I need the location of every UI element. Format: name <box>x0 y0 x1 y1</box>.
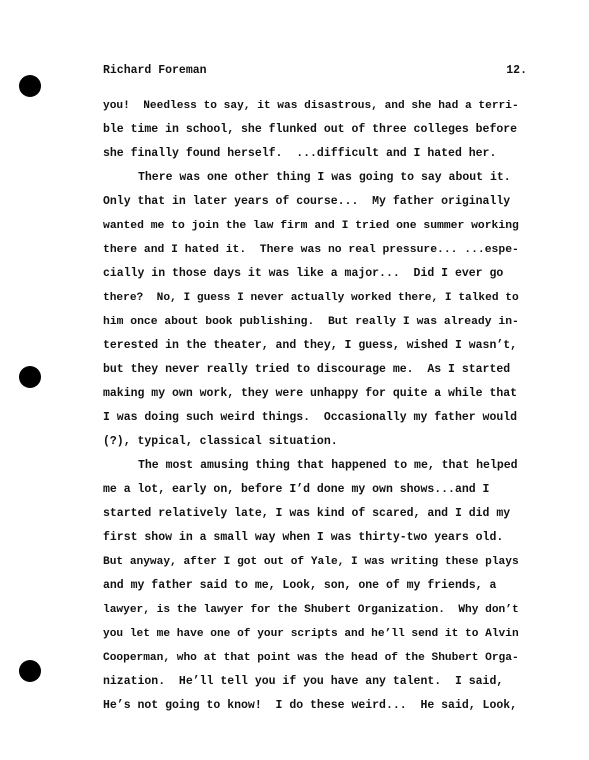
author-name: Richard Foreman <box>103 64 207 77</box>
text-line: lawyer, is the lawyer for the Shubert Organization. Why don’t <box>103 604 519 616</box>
text-line: (?), typical, classical situation. <box>103 435 338 448</box>
text-line: she finally found herself. ...difficult and I hated her. <box>103 147 497 160</box>
text-line: and my father said to me, Look, son, one of my friends, a <box>103 579 497 592</box>
text-line: you! Needless to say, it was disastrous, and she had a terri- <box>103 100 519 112</box>
text-line: The most amusing thing that happened to me, that helped <box>138 459 518 472</box>
punch-hole-bottom <box>19 660 41 682</box>
page-number: 12. <box>506 64 527 77</box>
text-line: me a lot, early on, before I’d done my own shows...and I <box>103 483 490 496</box>
text-line: started relatively late, I was kind of scared, and I did my <box>103 507 511 520</box>
text-line: him once about book publishing. But really I was already in- <box>103 316 519 328</box>
text-line: wanted me to join the law firm and I tried one summer working <box>103 220 519 232</box>
text-line: ble time in school, she flunked out of three colleges before <box>103 123 518 136</box>
text-line: there? No, I guess I never actually worked there, I talked to <box>103 292 519 304</box>
text-line: I was doing such weird things. Occasionally my father would <box>103 411 518 424</box>
text-line: there and I hated it. There was no real pressure... ...espe- <box>103 244 519 256</box>
body-text <box>103 94 519 718</box>
text-line: cially in those days it was like a major... Did I ever go <box>103 267 504 280</box>
text-line: first show in a small way when I was thirty-two years old. <box>103 531 504 544</box>
text-line: Only that in later years of course... My father originally <box>103 195 511 208</box>
punch-hole-top <box>19 75 41 97</box>
text-line: There was one other thing I was going to say about it. <box>138 171 511 184</box>
text-line: you let me have one of your scripts and he’ll send it to Alvin <box>103 628 519 640</box>
text-line: making my own work, they were unhappy for quite a while that <box>103 387 518 400</box>
text-line: but they never really tried to discourage me. As I started <box>103 363 511 376</box>
text-line: Cooperman, who at that point was the head of the Shubert Orga- <box>103 652 519 664</box>
text-line: terested in the theater, and they, I guess, wished I wasn’t, <box>103 339 518 352</box>
punch-hole-middle <box>19 366 41 388</box>
text-line: nization. He’ll tell you if you have any talent. I said, <box>103 675 504 688</box>
text-line: But anyway, after I got out of Yale, I was writing these plays <box>103 556 519 568</box>
text-line: He’s not going to know! I do these weird... He said, Look, <box>103 699 518 712</box>
